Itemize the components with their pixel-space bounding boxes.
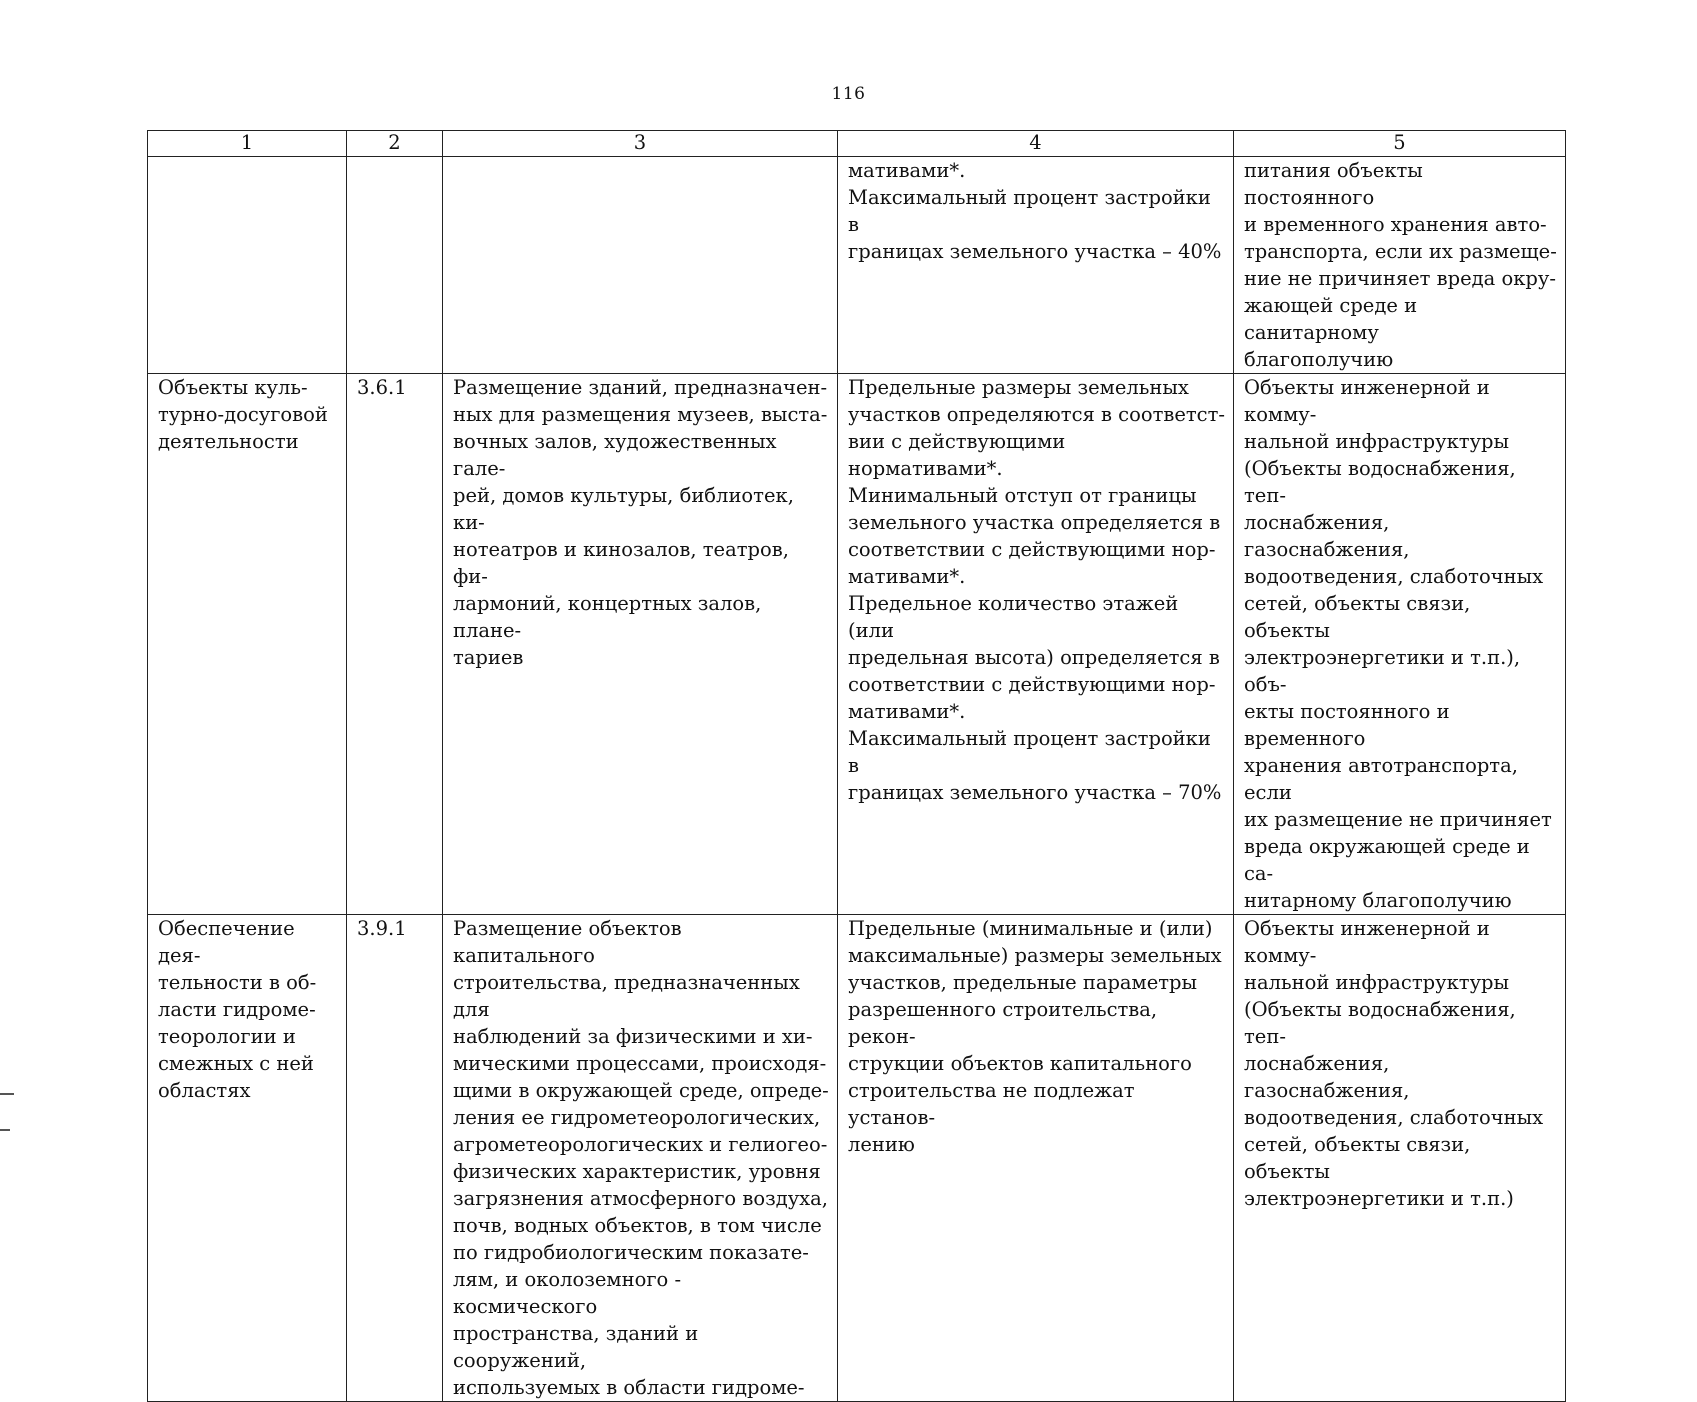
- use-name-cell: [148, 374, 347, 915]
- column-header-3: 3: [443, 131, 838, 157]
- page-number: 116: [831, 84, 866, 104]
- column-header-1: 1: [148, 131, 347, 157]
- use-description-cell: [443, 915, 838, 1402]
- use-name-cell: [148, 157, 347, 374]
- scan-margin-mark: [0, 1093, 14, 1095]
- use-description-cell: [443, 374, 838, 915]
- regulations-table: [147, 130, 1566, 1402]
- use-name-text: Объекты куль- турно-досуговой деятельности: [158, 376, 328, 453]
- parameters-text: мативами*. Максимальный процент застройки в границах земельного участка – 40%: [848, 159, 1222, 263]
- use-description-text: Размещение зданий, предназначен- ных для размещения музеев, выста- вочных залов, художественных гале- рей, домов культуры, библиотек, ки- нотеатров и кинозалов, театров, фи- лармоний, концертных залов, плане- тариев: [453, 376, 828, 669]
- parameters-cell: [838, 374, 1234, 915]
- use-description-text: Размещение объектов капитального строительства, предназначенных для наблюдений за физическими и хи- мическими процессами, происходя- щими в окружающей среде, опреде- ления ее гидрометеорологических, агрометеорологических и гелиогео- физических характеристик, уровня загрязнения атмосферного воздуха, почв, водных объектов, в том числе по гидробиологическим показате- лям, и околоземного - космического пространства, зданий и сооружений, используемых в области гидроме-: [453, 917, 829, 1399]
- auxiliary-uses-cell: [1234, 157, 1566, 374]
- auxiliary-uses-cell: [1234, 915, 1566, 1402]
- use-code-cell: [347, 157, 443, 374]
- use-name-text: Обеспечение дея- тельности в об- ласти гидроме- теорологии и смежных с ней областях: [158, 917, 317, 1102]
- auxiliary-uses-text: Объекты инженерной и комму- нальной инфраструктуры (Объекты водоснабжения, теп- лоснабжения, газоснабжения, водоотведения, слаботочных сетей, объекты связи, объекты электроэнергетики и т.п.), объ- екты постоянного и временного хранения автотранспорта, если их размещение не причиняет вреда окружающей среде и са- нитарному благополучию: [1244, 376, 1552, 912]
- parameters-text: Предельные (минимальные и (или) максимальные) размеры земельных участков, предельные параметры разрешенного строительства, рекон- струкции объектов капитального строительства не подлежат установ- лению: [848, 917, 1222, 1156]
- table-header-row: [148, 131, 1566, 157]
- parameters-text: Предельные размеры земельных участков определяются в соответст- вии с действующими нормативами*. Минимальный отступ от границы земельного участка определяется в соответствии с действующими нор- мативами*. Предельное количество этажей (или предельная высота) определяется в соответствии с действующими нор- мативами*. Максимальный процент застройки в границах земельного участка – 70%: [848, 376, 1225, 804]
- parameters-cell: [838, 915, 1234, 1402]
- table-row: [148, 157, 1566, 374]
- use-name-cell: [148, 915, 347, 1402]
- table-row: [148, 915, 1566, 1402]
- column-header-2: 2: [347, 131, 443, 157]
- auxiliary-uses-cell: [1234, 374, 1566, 915]
- auxiliary-uses-text: Объекты инженерной и комму- нальной инфраструктуры (Объекты водоснабжения, теп- лоснабжения, газоснабжения, водоотведения, слаботочных сетей, объекты связи, объекты электроэнергетики и т.п.): [1244, 917, 1544, 1210]
- use-code-cell: [347, 374, 443, 915]
- column-header-4: 4: [838, 131, 1234, 157]
- scan-margin-mark: [0, 1129, 10, 1131]
- auxiliary-uses-text: питания объекты постоянного и временного хранения авто- транспорта, если их размеще- ние не причиняет вреда окру- жающей среде и санитарному благополучию: [1244, 159, 1557, 371]
- column-header-5: 5: [1234, 131, 1566, 157]
- use-code-cell: [347, 915, 443, 1402]
- use-code-text: 3.6.1: [357, 376, 407, 399]
- use-code-text: 3.9.1: [357, 917, 407, 940]
- table-row: [148, 374, 1566, 915]
- use-description-cell: [443, 157, 838, 374]
- parameters-cell: [838, 157, 1234, 374]
